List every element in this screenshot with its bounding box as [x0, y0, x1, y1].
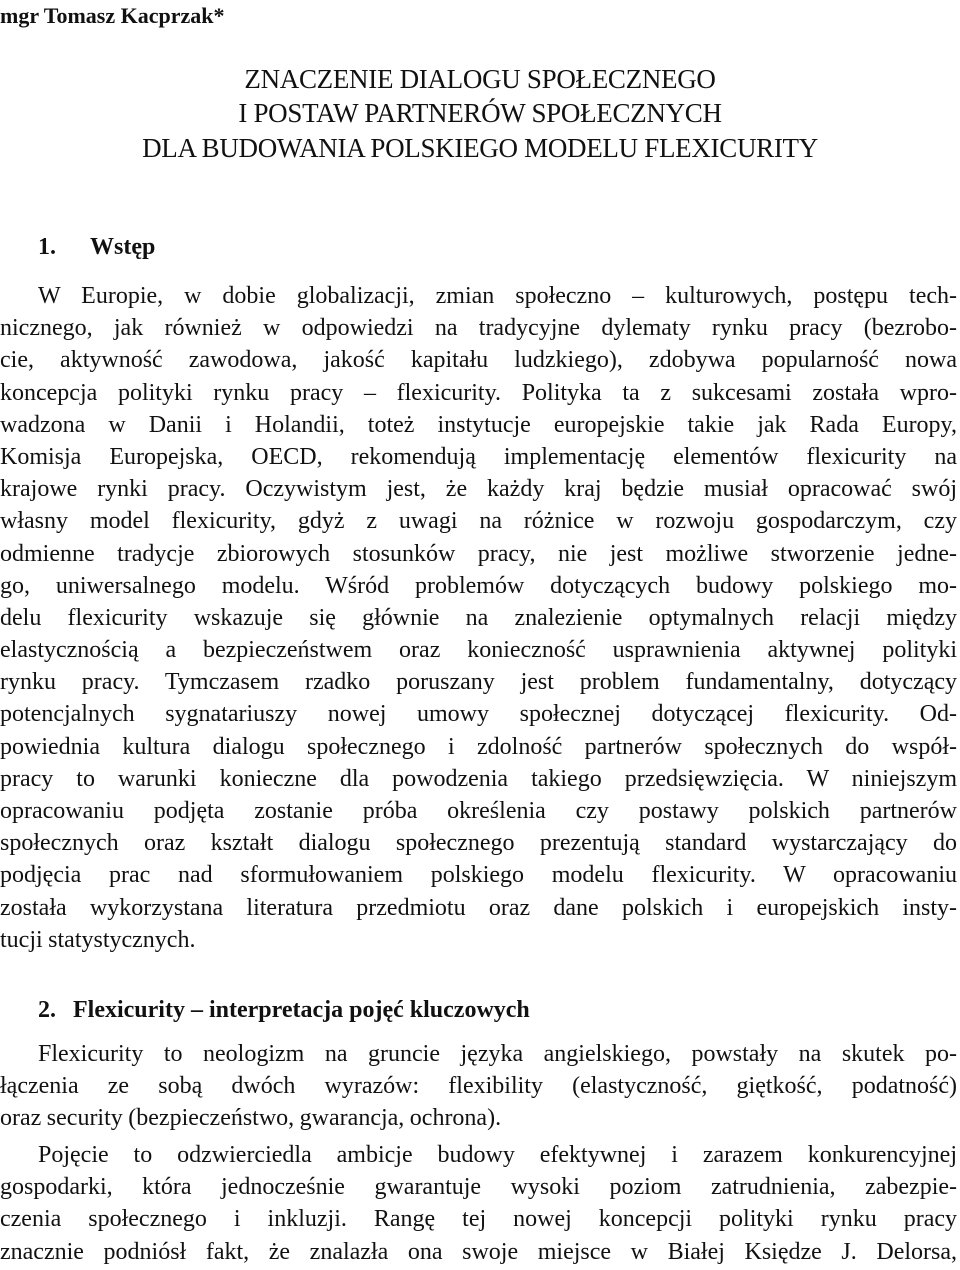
- section-heading-flexicurity: [38, 995, 530, 1025]
- text-line: łączenia ze sobą dwóch wyrazów: flexibility (elastyczność, giętkość, podatność): [0, 1073, 957, 1100]
- section-title: Wstęp: [90, 234, 156, 260]
- introduction-paragraph: [0, 280, 957, 956]
- text-line: tucji statystycznych.: [0, 926, 196, 953]
- text-line: rynku pracy. Tymczasem rzadko poruszany jest problem fundamentalny, dotyczący: [0, 669, 957, 696]
- text-line: znacznie podniósł fakt, że znalazła ona swoje miejsce w Białej Księdze J. Delorsa,: [0, 1238, 957, 1265]
- text-line: pracy to warunki konieczne dla powodzenia takiego przedsięwzięcia. W niniejszym: [0, 765, 957, 792]
- text-line: opracowaniu podjęta zostanie próba określenia czy postawy polskich partnerów: [0, 798, 957, 824]
- author-name: mgr Tomasz Kacprzak*: [0, 3, 225, 28]
- text-line: potencjalnych sygnatariuszy nowej umowy społecznej dotyczącej flexicurity. Od-: [0, 701, 957, 728]
- text-line: W Europie, w dobie globalizacji, zmian społeczno – kulturowych, postępu tech-: [38, 283, 957, 309]
- text-line: Pojęcie to odzwierciedla ambicje budowy efektywnej i zarazem konkurencyjnej: [38, 1142, 957, 1168]
- text-line: podjęcia prac nad sformułowaniem polskiego modelu flexicurity. W opracowaniu: [0, 862, 957, 889]
- text-line: została wykorzystana literatura przedmiotu oraz dane polskich i europejskich insty-: [0, 894, 957, 921]
- text-line: go, uniwersalnego modelu. Wśród problemów dotyczących budowy polskiego mo-: [0, 572, 957, 599]
- section-heading-introduction: [38, 232, 155, 262]
- text-line: delu flexicurity wskazuje się głównie na znalezienie optymalnych relacji między: [0, 604, 957, 631]
- text-line: nicznego, jak również w odpowiedzi na tradycyjne dylematy rynku pracy (bezrobo-: [0, 315, 957, 342]
- text-line: Flexicurity to neologizm na gruncie języka angielskiego, powstały na skutek po-: [38, 1041, 957, 1067]
- section-number: 1.: [38, 234, 56, 260]
- text-line: elastycznością a bezpieczeństwem oraz konieczność usprawnienia aktywnej polityki: [0, 637, 957, 664]
- concept-paragraph: [0, 1139, 957, 1268]
- text-line: społecznych oraz kształt dialogu społecznego prezentują standard wystarczający do: [0, 830, 957, 857]
- section-title: Flexicurity – interpretacja pojęć kluczowych: [73, 997, 530, 1023]
- definition-paragraph: [0, 1038, 957, 1135]
- section-number: 2.: [38, 997, 56, 1023]
- text-line: oraz security (bezpieczeństwo, gwarancja, ochrona).: [0, 1105, 502, 1132]
- text-line: cie, aktywność zawodowa, jakość kapitału ludzkiego), zdobywa popularność nowa: [0, 347, 957, 374]
- text-line: koncepcja polityki rynku pracy – flexicurity. Polityka ta z sukcesami została wpro-: [0, 379, 957, 406]
- text-line: Komisja Europejska, OECD, rekomendują implementację elementów flexicurity na: [0, 443, 957, 470]
- text-line: krajowe rynki pracy. Oczywistym jest, że każdy kraj będzie musiał opracować swój: [0, 476, 957, 503]
- text-line: powiednia kultura dialogu społecznego i zdolność partnerów społecznych do współ-: [0, 733, 957, 760]
- text-line: odmienne tradycje zbiorowych stosunków pracy, nie jest możliwe stworzenie jedne-: [0, 540, 957, 567]
- text-line: wadzona w Danii i Holandii, toteż instytucje europejskie takie jak Rada Europy,: [0, 411, 957, 438]
- title-line-3: DLA BUDOWANIA POLSKIEGO MODELU FLEXICURITY: [142, 133, 818, 163]
- text-line: czenia społecznego i inkluzji. Rangę tej nowej koncepcji polityki rynku pracy: [0, 1206, 957, 1233]
- text-line: gospodarki, która jednocześnie gwarantuje wysoki poziom zatrudnienia, zabezpie-: [0, 1174, 957, 1201]
- title-line-1: ZNACZENIE DIALOGU SPOŁECZNEGO: [244, 64, 716, 94]
- text-line: własny model flexicurity, gdyż z uwagi na różnice w rozwoju gospodarczym, czy: [0, 508, 957, 535]
- title-line-2: I POSTAW PARTNERÓW SPOŁECZNYCH: [238, 98, 722, 128]
